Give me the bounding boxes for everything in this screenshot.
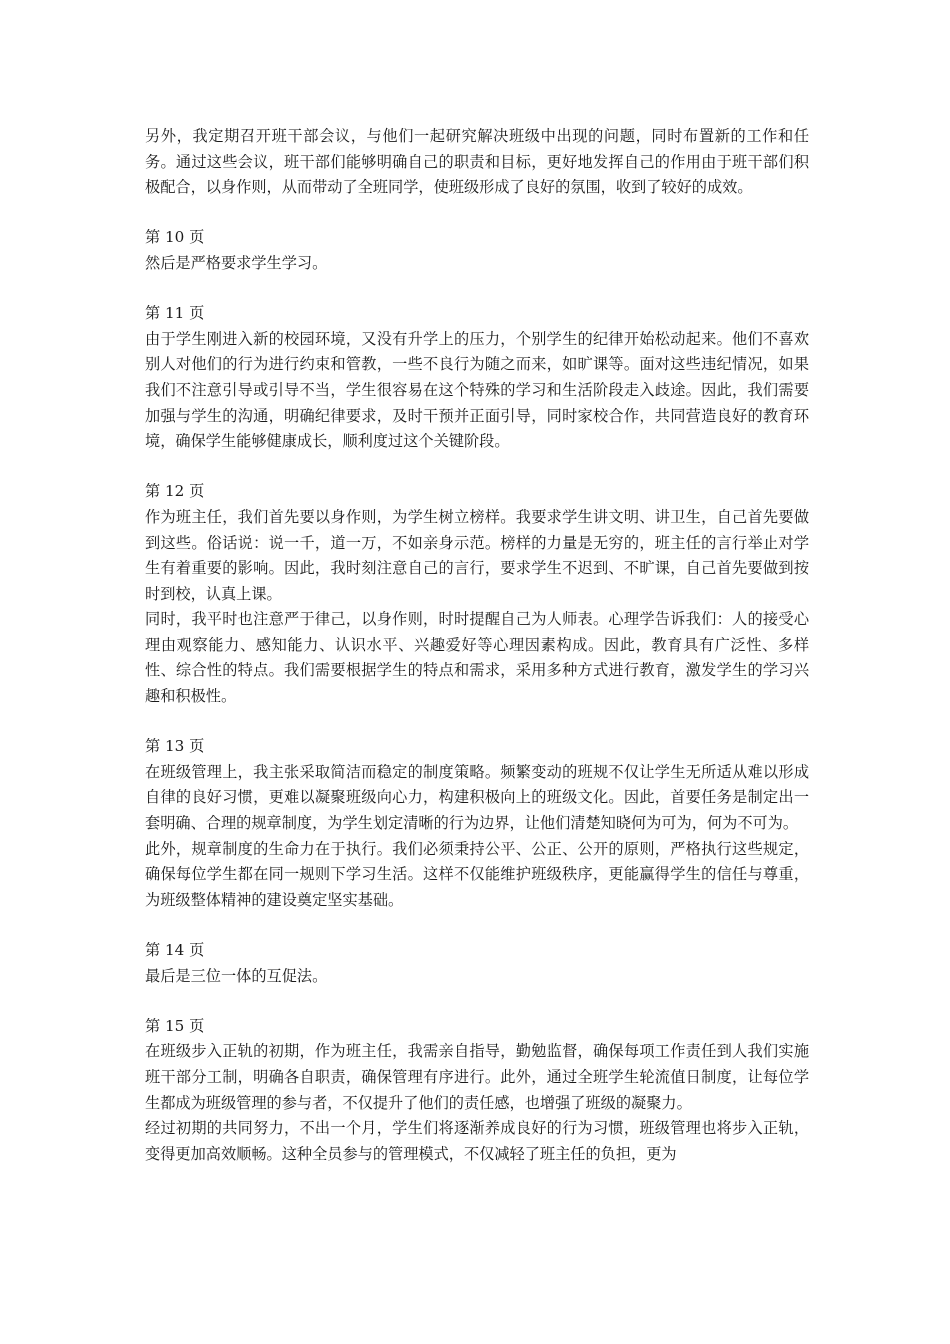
paragraph: 在班级步入正轨的初期，作为班主任，我需亲自指导，勤勉监督，确保每项工作责任到人我们实施班干部分工制，明确各自职责，确保管理有序进行。此外，通过全班学生轮流值日制度，让每位学生都成为班级管理的参与者，不仅提升了他们的责任感，也增强了班级的凝聚力。 [145,1042,809,1112]
section-page-11 [145,301,809,455]
paragraph: 最后是三位一体的互促法。 [145,966,328,985]
paragraph: 在班级管理上，我主张采取简洁而稳定的制度策略。频繁变动的班规不仅让学生无所适从难以形成自律的良好习惯，更难以凝聚班级向心力，构建积极向上的班级文化。因此，首要任务是制定出一套明确、合理的规章制度，为学生划定清晰的行为边界，让他们清楚知晓何为可为，何为不可为。 [145,762,809,833]
section-page-15 [145,1014,809,1168]
paragraph: 经过初期的共同努力，不出一个月，学生们将逐渐养成良好的行为习惯，班级管理也将步入正轨，变得更加高效顺畅。这种全员参与的管理模式，不仅减轻了班主任的负担，更为 [145,1119,809,1163]
document-page [145,124,809,1167]
section-page-10 [145,225,809,276]
page-label: 第 15 页 [145,1016,205,1035]
section-page-14 [145,938,809,989]
paragraph: 由于学生刚进入新的校园环境，又没有升学上的压力，个别学生的纪律开始松动起来。他们不喜欢别人对他们的行为进行约束和管教，一些不良行为随之而来，如旷课等。面对这些违纪情况，如果我们不注意引导或引导不当，学生很容易在这个特殊的学习和生活阶段走入歧途。因此，我们需要加强与学生的沟通，明确纪律要求，及时干预并正面引导，同时家校合作，共同营造良好的教育环境，确保学生能够健康成长，顺利度过这个关键阶段。 [145,329,809,451]
paragraph: 然后是严格要求学生学习。 [145,253,328,272]
page-label: 第 10 页 [145,228,205,247]
paragraph: 此外，规章制度的生命力在于执行。我们必须秉持公平、公正、公开的原则，严格执行这些规定，确保每位学生都在同一规则下学习生活。这样不仅能维护班级秩序，更能赢得学生的信任与尊重，为班级整体精神的建设奠定坚实基础。 [145,839,809,909]
page-label: 第 13 页 [145,737,205,756]
paragraph: 另外，我定期召开班干部会议，与他们一起研究解决班级中出现的问题，同时布置新的工作和任务。通过这些会议，班干部们能够明确自己的职责和目标，更好地发挥自己的作用由于班干部们积极配合，以身作则，从而带动了全班同学，使班级形成了良好的氛围，收到了较好的成效。 [145,127,809,197]
paragraph: 同时，我平时也注意严于律己，以身作则，时时提醒自己为人师表。心理学告诉我们：人的接受心理由观察能力、感知能力、认识水平、兴趣爱好等心理因素构成。因此，教育具有广泛性、多样性、综合性的特点。我们需要根据学生的特点和需求，采用多种方式进行教育，激发学生的学习兴趣和积极性。 [145,610,809,706]
page-label: 第 14 页 [145,941,205,959]
page-label: 第 12 页 [145,482,205,501]
page-label: 第 11 页 [145,304,205,323]
paragraph: 作为班主任，我们首先要以身作则，为学生树立榜样。我要求学生讲文明、讲卫生，自己首先要做到这些。俗话说：说一千，道一万，不如亲身示范。榜样的力量是无穷的，班主任的言行举止对学生有着重要的影响。因此，我时刻注意自己的言行，要求学生不迟到、不旷课，自己首先要做到按时到校，认真上课。 [145,507,809,603]
section-intro [145,124,809,201]
section-page-12 [145,479,809,709]
section-page-13 [145,734,809,913]
